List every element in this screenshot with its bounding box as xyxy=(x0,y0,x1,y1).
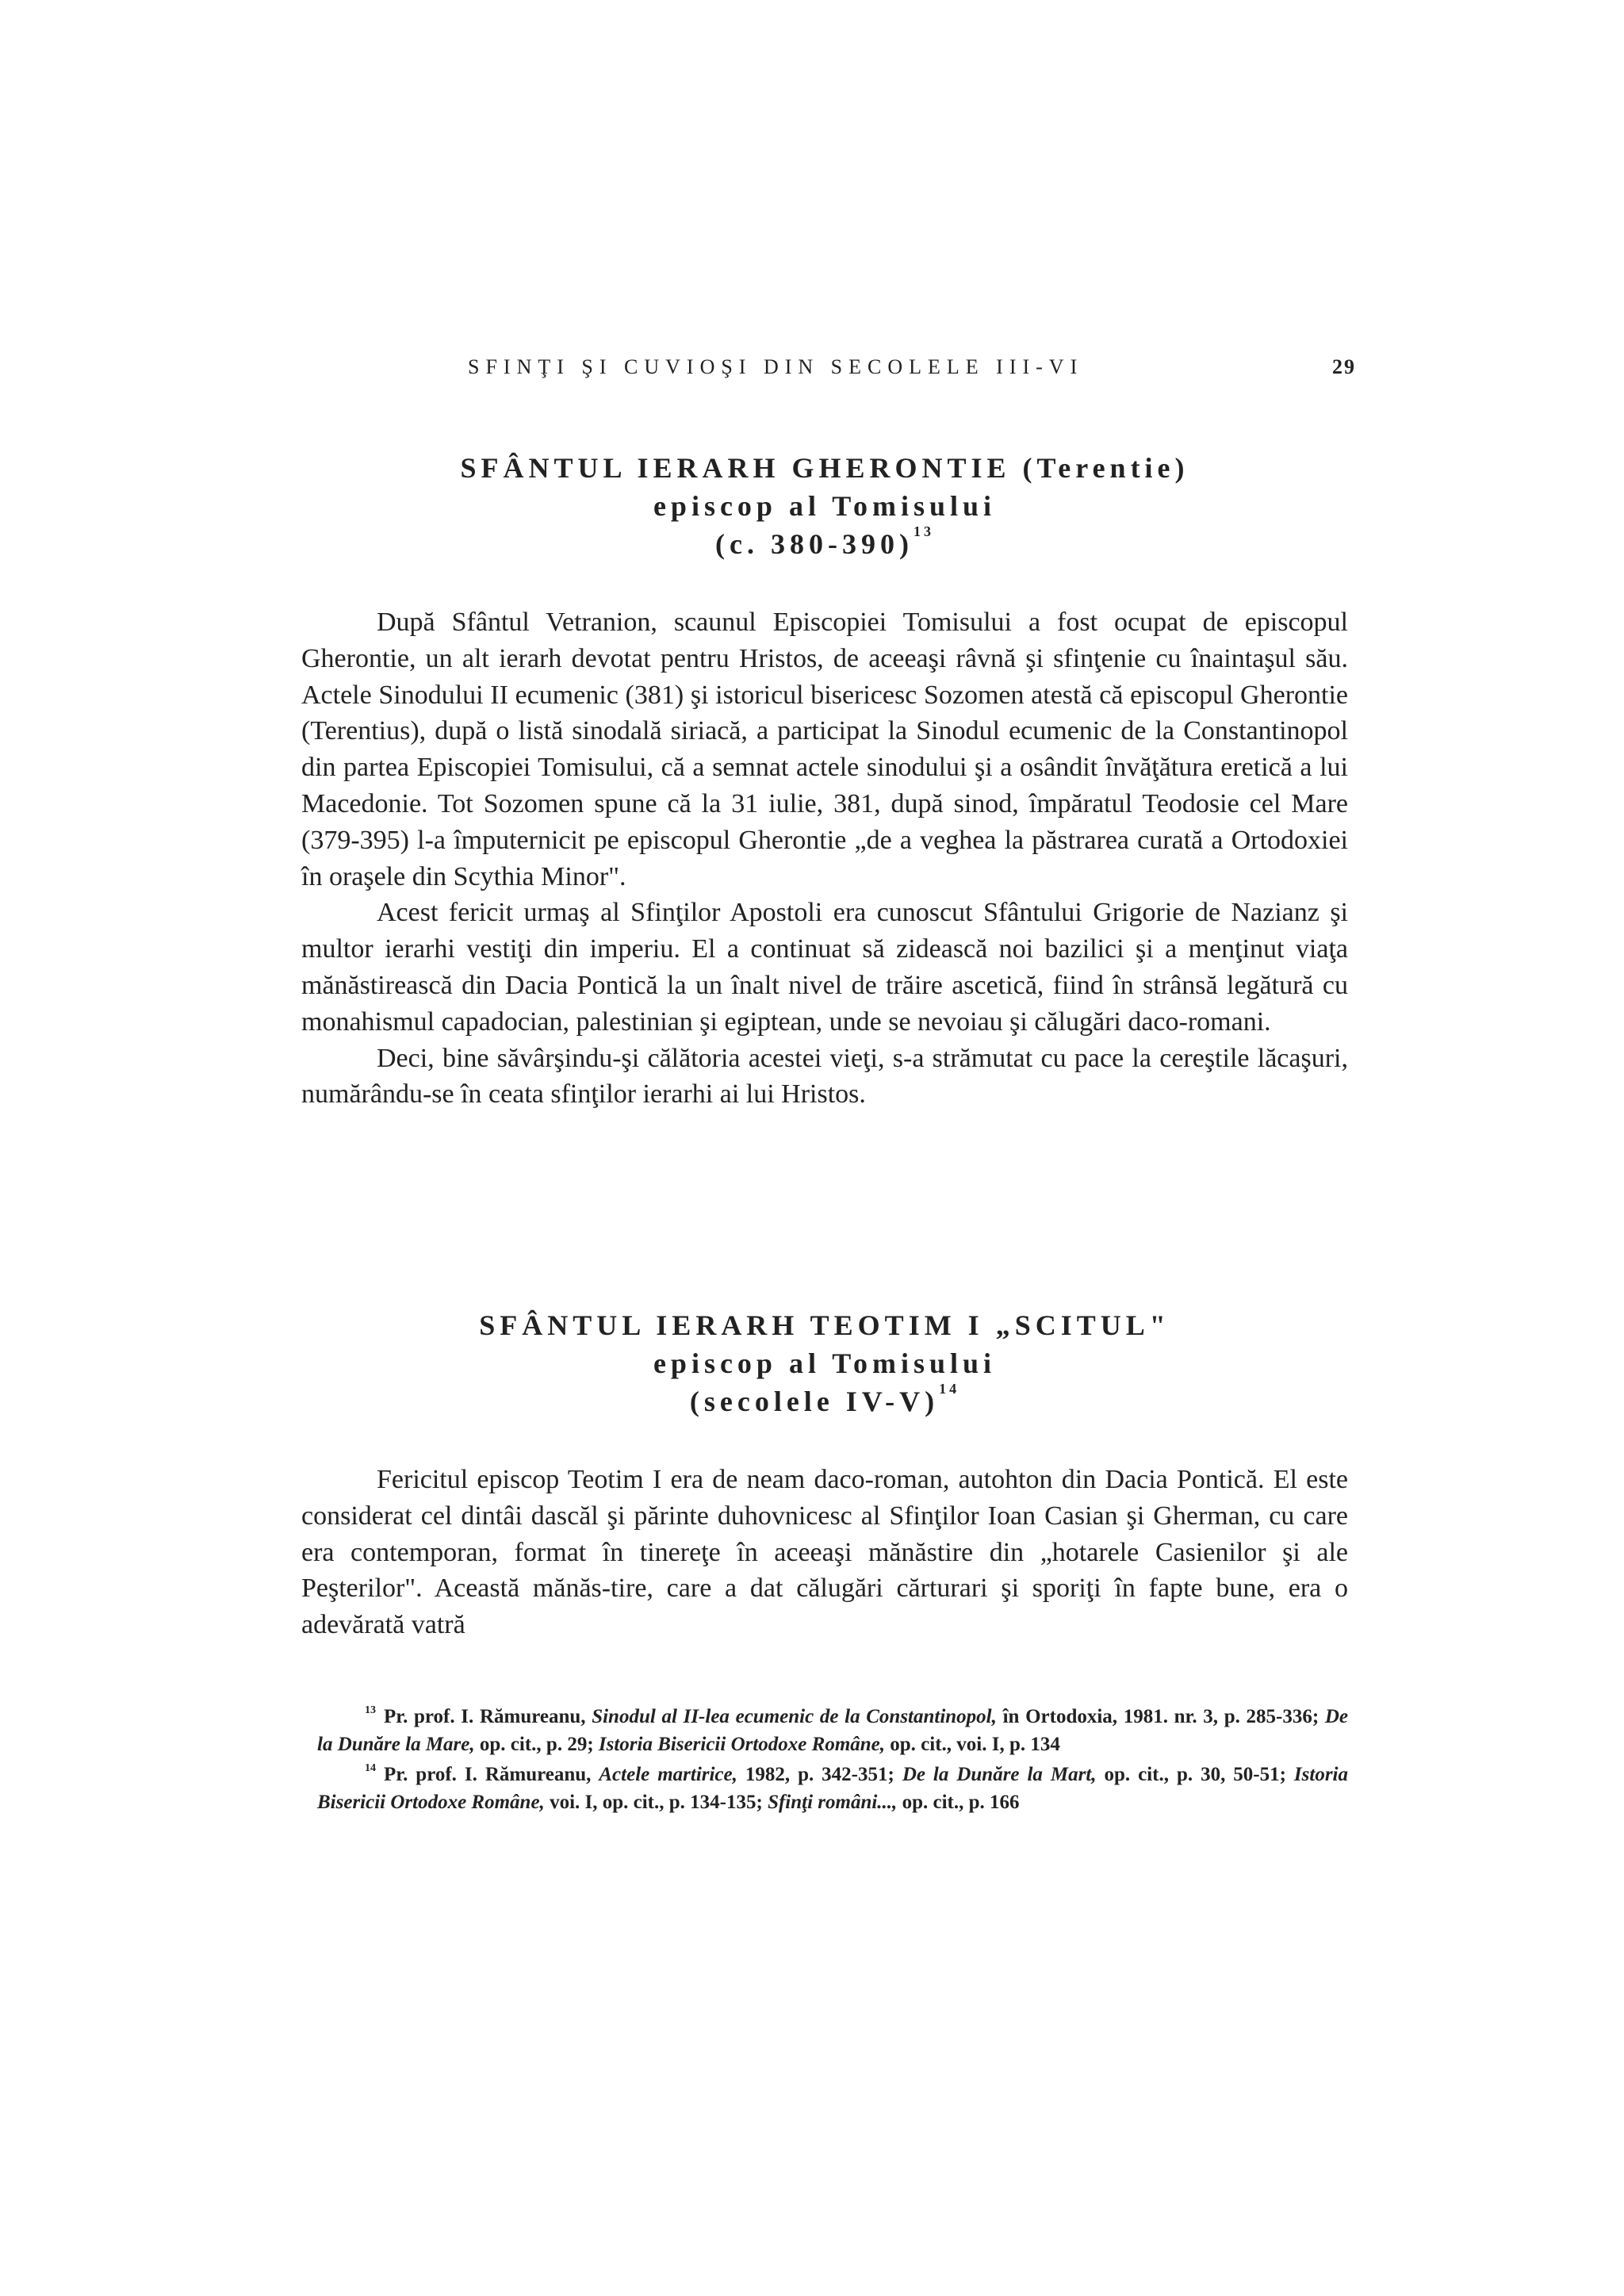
paragraph: După Sfântul Vetranion, scaunul Episcopiei Tomisului a fost ocupat de episcopul Gherontie, un alt ierarh devotat pentru Hristos, de aceeaşi râvnă şi sfinţenie cu înaintaşul său. Actele Sinodului II ecumenic (381) şi istoricul bisericesc Sozomen atestă că episcopul Gherontie (Terentius), după o listă sinodală siriacă, a participat la Sinodul ecumenic de la Constantinopol din partea Episcopiei Tomisului, că a semnat actele sinodului şi a osândit învăţătura eretică a lui Macedonie. Tot Sozomen spune că la 31 iulie, 381, după sinod, împăratul Teodosie cel Mare (379-395) l-a împuternicit pe episcopul Gherontie „de a veghea la păstrarea curată a Ortodoxiei în oraşele din Scythia Minor". xyxy=(301,608,1348,891)
footnote-text: op. cit., voi. I, p. 134 xyxy=(885,1733,1060,1755)
footnote-number: 13 xyxy=(365,1704,376,1716)
footnote-text: voi. I, op. cit., p. 134-135; xyxy=(544,1791,768,1813)
footnote-work: De la Dunăre la Mare, xyxy=(317,1706,1348,1755)
section-dates-text: (c. 380-390) xyxy=(715,528,914,560)
section-heading-teotim xyxy=(301,1306,1348,1420)
section-dates xyxy=(301,525,1348,563)
section-heading-gherontie xyxy=(301,449,1348,563)
footnote-text: 1982, p. 342-351; xyxy=(737,1764,902,1785)
footnote-work: Istoria Bisericii Ortodoxe Române, xyxy=(317,1764,1349,1813)
paragraph: Fericitul episcop Teotim I era de neam daco-roman, autohton din Dacia Pontică. El este considerat cel dintâi dascăl şi părinte duhovnicesc al Sfinţilor Ioan Casian şi Gherman, cu care era contemporan, format în tinereţe în aceeaşi mănăstire din „hotarele Casienilor şi ale Peşterilor". Această mănăs-tire, care a dat călugări cărturari şi sporiţi în fapte bune, era o adevărată vatră xyxy=(301,1465,1348,1640)
footnote-author: Pr. prof. I. Rămureanu, xyxy=(384,1764,599,1785)
paragraph: Deci, bine săvârşindu-şi călătoria acestei vieţi, s-a strămutat cu pace la cereştile lăcaşuri, numărându-se în ceata sfinţilor ierarhi ai lui Hristos. xyxy=(301,1043,1348,1110)
section-title: SFÂNTUL IERARH GHERONTIE (Terentie) xyxy=(460,452,1189,484)
footnote-text: op. cit., p. 30, 50-51; xyxy=(1096,1764,1294,1785)
footnote-text: op. cit., p. 166 xyxy=(897,1791,1020,1813)
footnote-number: 14 xyxy=(365,1762,376,1774)
footnote-work: Actele martirice, xyxy=(599,1764,737,1785)
section-dates-text: (secolele IV-V) xyxy=(689,1386,940,1417)
footnote-ref[interactable]: 14 xyxy=(939,1381,960,1397)
footnote-work: Sfinţi români..., xyxy=(768,1791,898,1813)
section-subtitle: episcop al Tomisului xyxy=(653,490,997,522)
footnote-13 xyxy=(317,1704,1348,1758)
section-subtitle: episcop al Tomisului xyxy=(653,1347,997,1379)
paragraph: Acest fericit urmaş al Sfinţilor Apostoli era cunoscut Sfântului Grigorie de Nazianz şi multor ierarhi vestiţi din imperiu. El a continuat să zidească noi bazilici şi a menţinut viaţa mănăstirească din Dacia Pontică la un înalt nivel de trăire ascetică, fiind în strânsă legătură cu monahismul capadocian, palestinian şi egiptean, unde se nevoiau şi călugări daco-romani. xyxy=(301,898,1348,1037)
running-head xyxy=(468,355,1356,387)
footnote-work: Istoria Bisericii Ortodoxe Române, xyxy=(598,1733,886,1755)
footnote-author: Pr. prof. I. Rămureanu, xyxy=(384,1706,592,1727)
footnotes xyxy=(317,1704,1348,1819)
footnote-text: op. cit., p. 29; xyxy=(474,1733,599,1755)
footnote-14 xyxy=(317,1761,1348,1816)
footnote-work: De la Dunăre la Mart, xyxy=(902,1764,1097,1785)
footnote-work: Sinodul al II-lea ecumenic de la Constantinopol, xyxy=(592,1706,997,1727)
section-body-teotim xyxy=(301,1462,1348,1643)
section-dates xyxy=(301,1382,1348,1420)
page-number: 29 xyxy=(1332,355,1356,378)
running-head-title: SFINŢI ŞI CUVIOŞI DIN SECOLELE III-VI xyxy=(468,355,1084,378)
section-body-gherontie xyxy=(301,604,1348,1113)
footnote-ref[interactable]: 13 xyxy=(913,523,934,539)
footnote-text: în Ortodoxia, 1981. nr. 3, p. 285-336; xyxy=(996,1706,1325,1727)
section-title: SFÂNTUL IERARH TEOTIM I „SCITUL" xyxy=(479,1309,1170,1341)
